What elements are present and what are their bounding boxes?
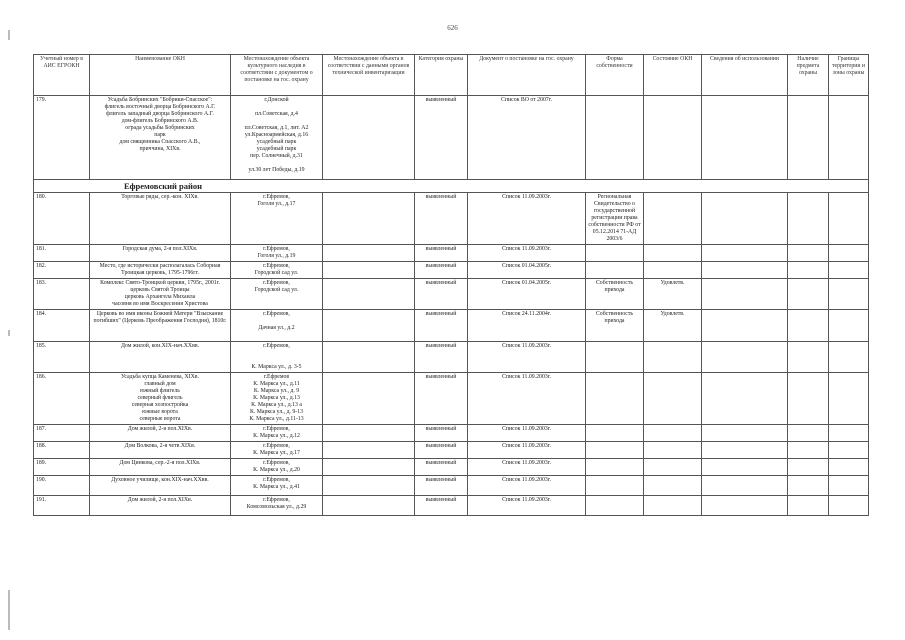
row-number: 187. (34, 425, 90, 442)
ownership-form (586, 342, 644, 373)
object-name: Дом жилой, 2-я пол.XIXв. (90, 496, 231, 516)
tech-location (323, 342, 415, 373)
usage-info (702, 245, 788, 262)
tech-location (323, 262, 415, 279)
tech-location (323, 193, 415, 245)
protection-document: Список 24.11.2004г. (468, 310, 586, 342)
ownership-form (586, 496, 644, 516)
protection-subject (788, 442, 829, 459)
object-location: г.Ефремов, Гоголя ул., д.17 (231, 193, 323, 245)
row-number: 185. (34, 342, 90, 373)
territory-bounds (829, 373, 869, 425)
object-location: г.Ефремов К. Маркса ул., д.11 К. Маркса ул., д. 9 К. Маркса ул., д.13 К. Маркса ул., д.13 а К. Маркса ул., д. 9-13 К. Маркса ул., д.11-13 (231, 373, 323, 425)
tech-location (323, 310, 415, 342)
tech-location (323, 373, 415, 425)
ownership-form (586, 373, 644, 425)
table-row (34, 310, 869, 342)
object-location: г.Донской пл.Советская, д.4 пл.Советская, д.1, лит. А2 ул.Красноармейская, д.16 усадебный парк усадебный парк пер. Солнечный, д.31 ул.30 лет Победы, д.19 (231, 96, 323, 180)
scan-margin-mark (8, 590, 10, 630)
protection-subject (788, 373, 829, 425)
row-number: 190. (34, 476, 90, 496)
header-row (34, 55, 869, 96)
ownership-form (586, 476, 644, 496)
tech-location (323, 425, 415, 442)
usage-info (702, 476, 788, 496)
object-state (644, 193, 702, 245)
row-number: 189. (34, 459, 90, 476)
row-number: 179. (34, 96, 90, 180)
table-row (34, 373, 869, 425)
table-row (34, 476, 869, 496)
usage-info (702, 496, 788, 516)
protection-subject (788, 310, 829, 342)
object-name: Усадьба купца Каменева, XIXв. главный дом южный флигель северный флигель северная хозпостройка южные ворота северные ворота (90, 373, 231, 425)
table-row (34, 459, 869, 476)
territory-bounds (829, 496, 869, 516)
object-name: Церковь во имя иконы Божией Матери "Взыскание погибших" (Церковь Преображения Господня), 1810г. (90, 310, 231, 342)
object-name: Дом жилой, кон.XIX-нач.XXвв. (90, 342, 231, 373)
protection-category: выявленный (415, 310, 468, 342)
protection-category: выявленный (415, 262, 468, 279)
object-location: г.Ефремов, К. Маркса ул., д. 3-5 (231, 342, 323, 373)
protection-document: Список 11.09.2003г. (468, 342, 586, 373)
protection-category: выявленный (415, 373, 468, 425)
protection-document: Список 01.04.2005г. (468, 279, 586, 310)
row-number: 191. (34, 496, 90, 516)
column-header: Учетный номер в АИС ЕГРОКН (34, 55, 90, 96)
tech-location (323, 279, 415, 310)
column-header: Наличие предмета охраны (788, 55, 829, 96)
object-state (644, 476, 702, 496)
territory-bounds (829, 342, 869, 373)
tech-location (323, 442, 415, 459)
ownership-form (586, 96, 644, 180)
object-state (644, 96, 702, 180)
protection-category: выявленный (415, 96, 468, 180)
usage-info (702, 442, 788, 459)
usage-info (702, 342, 788, 373)
usage-info (702, 262, 788, 279)
protection-category: выявленный (415, 476, 468, 496)
protection-subject (788, 459, 829, 476)
object-location: г.Ефремов, К. Маркса ул., д.20 (231, 459, 323, 476)
territory-bounds (829, 262, 869, 279)
table-row (34, 193, 869, 245)
object-location: г.Ефремов, Городской сад ул. (231, 279, 323, 310)
column-header: Форма собственности (586, 55, 644, 96)
object-name: Торговые ряды, сер.-кон. XIXв. (90, 193, 231, 245)
object-state (644, 496, 702, 516)
protection-document: Список 11.09.2003г. (468, 425, 586, 442)
territory-bounds (829, 459, 869, 476)
column-header: Местонахождение объекта культурного наследия в соответствии с документом о постановке на гос. охрану (231, 55, 323, 96)
territory-bounds (829, 476, 869, 496)
tech-location (323, 476, 415, 496)
column-header: Сведения об использовании (702, 55, 788, 96)
table-row (34, 279, 869, 310)
object-location: г.Ефремов, Комсомольская ул., д.29 (231, 496, 323, 516)
object-name: Городская дума, 2-я пол.XIXв. (90, 245, 231, 262)
protection-document: Список 11.09.2003г. (468, 193, 586, 245)
protection-category: выявленный (415, 425, 468, 442)
row-number: 181. (34, 245, 90, 262)
territory-bounds (829, 245, 869, 262)
row-number: 183. (34, 279, 90, 310)
object-location: г.Ефремов, Дачная ул., д.2 (231, 310, 323, 342)
column-header: Наименование ОКН (90, 55, 231, 96)
ownership-form (586, 245, 644, 262)
protection-subject (788, 193, 829, 245)
object-name: Место, где исторически располагалась Соборная Троицкая церковь, 1795-1796гг. (90, 262, 231, 279)
protection-document: Список 01.04.2005г. (468, 262, 586, 279)
usage-info (702, 425, 788, 442)
territory-bounds (829, 193, 869, 245)
object-state: Удовлетв. (644, 310, 702, 342)
table-row (34, 425, 869, 442)
protection-document: Список 11.09.2003г. (468, 373, 586, 425)
object-state (644, 442, 702, 459)
object-name: Дом жилой, 2-я пол.XIXв. (90, 425, 231, 442)
row-number: 186. (34, 373, 90, 425)
territory-bounds (829, 279, 869, 310)
object-state (644, 373, 702, 425)
object-location: г.Ефремов, К. Маркса ул., д.17 (231, 442, 323, 459)
ownership-form (586, 442, 644, 459)
ownership-form (586, 262, 644, 279)
usage-info (702, 310, 788, 342)
protection-subject (788, 476, 829, 496)
object-location: г.Ефремов, К. Маркса ул., д.12 (231, 425, 323, 442)
table-row (34, 496, 869, 516)
region-title: Ефремовский район (34, 180, 869, 193)
object-state (644, 262, 702, 279)
object-location: г.Ефремов, К. Маркса ул., д.41 (231, 476, 323, 496)
table-row (34, 96, 869, 180)
column-header: Границы территории и зоны охраны (829, 55, 869, 96)
scan-margin-mark (8, 30, 10, 40)
protection-category: выявленный (415, 245, 468, 262)
object-state (644, 245, 702, 262)
region-header-row (34, 180, 869, 193)
table-row (34, 245, 869, 262)
row-number: 188. (34, 442, 90, 459)
protection-subject (788, 342, 829, 373)
object-location: г.Ефремов, Городской сад ул. (231, 262, 323, 279)
heritage-register-table (33, 54, 869, 516)
object-state (644, 342, 702, 373)
usage-info (702, 279, 788, 310)
ownership-form: Региональная Свидетельство о государственной регистрации права собственности РФ от 05.12.2014 71-АД 2003/6 (586, 193, 644, 245)
territory-bounds (829, 425, 869, 442)
protection-subject (788, 262, 829, 279)
row-number: 182. (34, 262, 90, 279)
protection-subject (788, 425, 829, 442)
table-row (34, 262, 869, 279)
protection-category: выявленный (415, 496, 468, 516)
column-header: Местонахождение объекта в соответствии с данными органов технической инвентаризации (323, 55, 415, 96)
object-state (644, 425, 702, 442)
tech-location (323, 96, 415, 180)
table-row (34, 342, 869, 373)
protection-subject (788, 245, 829, 262)
territory-bounds (829, 310, 869, 342)
protection-document: Список 11.09.2003г. (468, 476, 586, 496)
object-location: г.Ефремов, Гоголя ул., д.19 (231, 245, 323, 262)
usage-info (702, 373, 788, 425)
protection-document: Список ВО от 2007г. (468, 96, 586, 180)
object-name: Духовное училище, кон.XIX-нач.XXвв. (90, 476, 231, 496)
protection-category: выявленный (415, 459, 468, 476)
protection-subject (788, 96, 829, 180)
scan-margin-mark (8, 330, 10, 336)
protection-category: выявленный (415, 279, 468, 310)
territory-bounds (829, 96, 869, 180)
object-state: Удовлетв. (644, 279, 702, 310)
protection-category: выявленный (415, 193, 468, 245)
protection-document: Список 11.09.2003г. (468, 496, 586, 516)
column-header: Состояние ОКН (644, 55, 702, 96)
object-state (644, 459, 702, 476)
usage-info (702, 193, 788, 245)
table-row (34, 442, 869, 459)
column-header: Документ о постановке на гос. охрану (468, 55, 586, 96)
tech-location (323, 459, 415, 476)
protection-document: Список 11.09.2003г. (468, 442, 586, 459)
protection-category: выявленный (415, 342, 468, 373)
territory-bounds (829, 442, 869, 459)
tech-location (323, 245, 415, 262)
protection-subject (788, 496, 829, 516)
usage-info (702, 96, 788, 180)
page-number: 626 (447, 24, 458, 32)
ownership-form: Собственность прихода (586, 279, 644, 310)
row-number: 184. (34, 310, 90, 342)
object-name: Комплекс Свято-Троицкой церкви, 1795г., 2001г. церковь Святой Троицы церковь Архангела Михаила часовня во имя Воскресения Христова (90, 279, 231, 310)
tech-location (323, 496, 415, 516)
protection-document: Список 11.09.2003г. (468, 245, 586, 262)
column-header: Категория охраны (415, 55, 468, 96)
protection-category: выявленный (415, 442, 468, 459)
row-number: 180. (34, 193, 90, 245)
object-name: Усадьба Бобринских "Бобрики-Спасское": флигель восточный дворца Бобринского А.Г. флигель западный дворца Бобринского А.Г. дом-флигель Бобринского А.В. ограда усадьбы Бобринских парк дом священника Спасского А.В., приччина, XIXв. (90, 96, 231, 180)
ownership-form: Собственность прихода (586, 310, 644, 342)
protection-document: Список 11.09.2003г. (468, 459, 586, 476)
object-name: Дом Волкова, 2-я четв.XIXв. (90, 442, 231, 459)
protection-subject (788, 279, 829, 310)
ownership-form (586, 459, 644, 476)
ownership-form (586, 425, 644, 442)
usage-info (702, 459, 788, 476)
object-name: Дом Цинкова, сер.-2-я пол.XIXв. (90, 459, 231, 476)
